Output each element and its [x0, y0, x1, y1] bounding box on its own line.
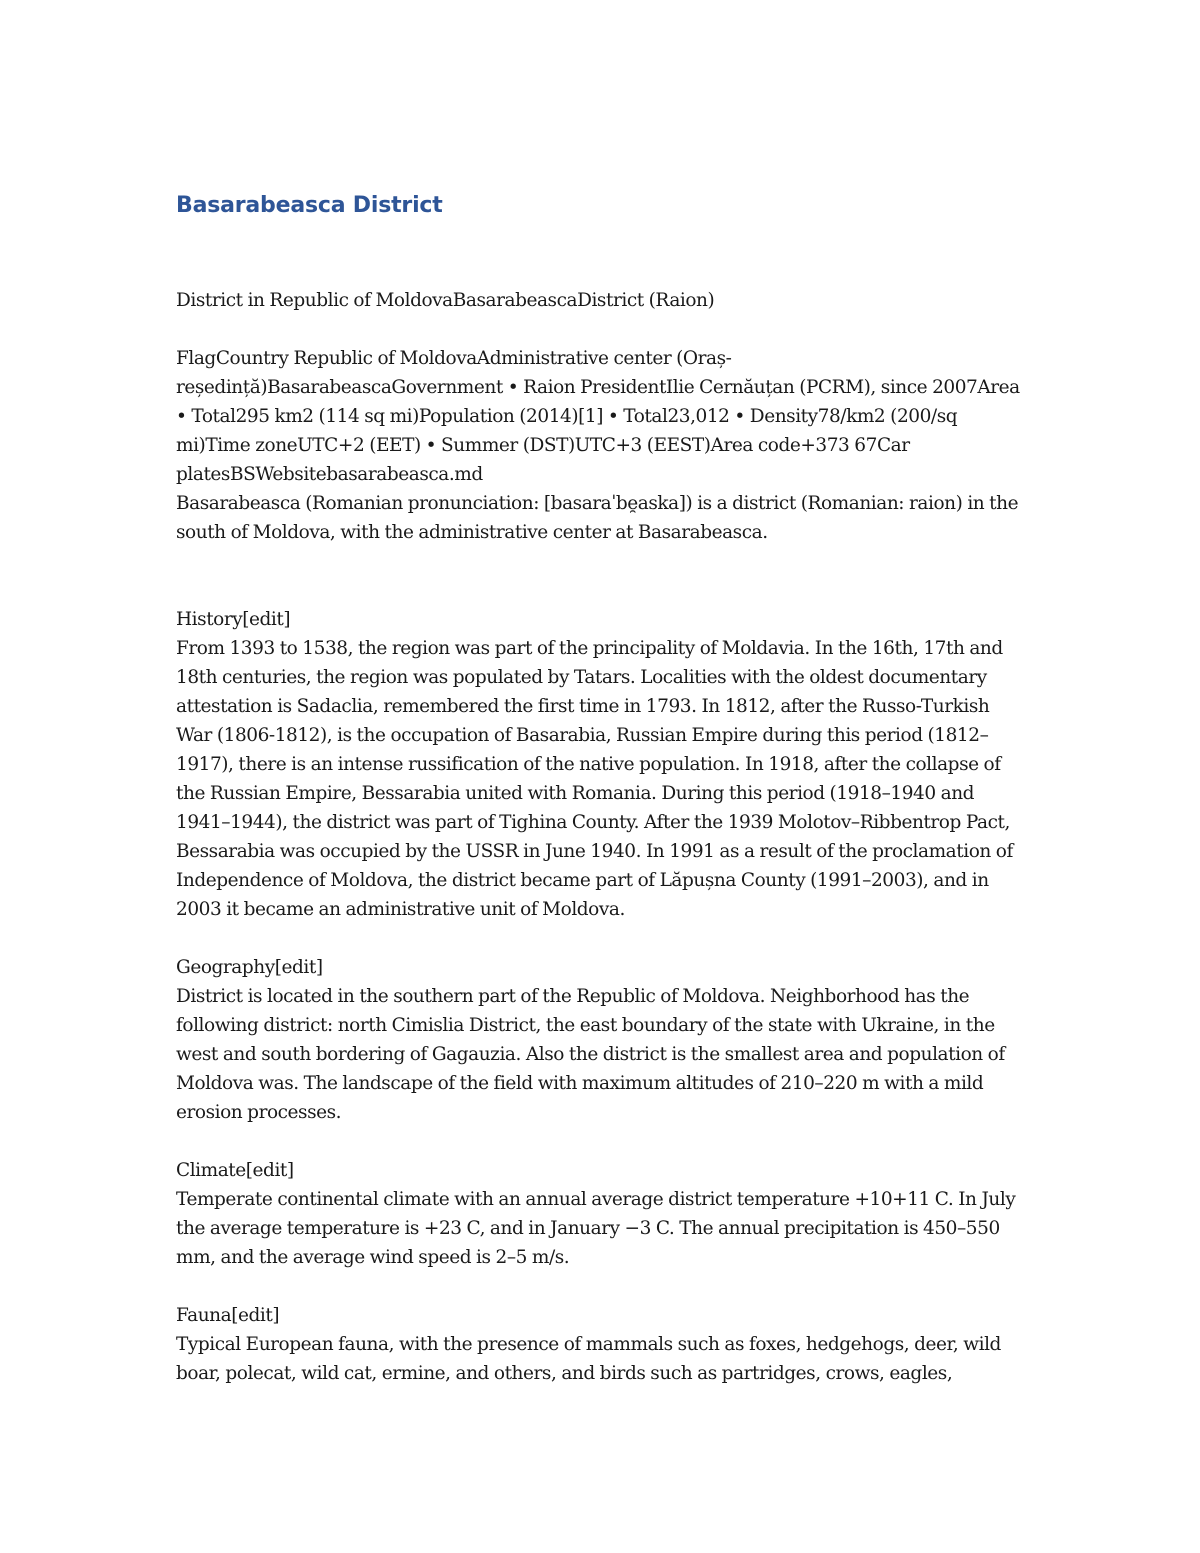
fauna-paragraph: Typical European fauna, with the presence of mammals such as foxes, hedgehogs, deer, wild boar, polecat, wild cat, ermine, and others, and birds such as partridges, crows, eagles, [176, 1334, 1001, 1384]
geography-paragraph: District is located in the southern part of the Republic of Moldova. Neighborhood has the following district: north Cimislia District, the east boundary of the state with Ukraine, in the west and south bordering of Gagauzia. Also the district is the smallest area and population of Moldova was. The landscape of the field with maximum altitudes of 210–220 m with a mild erosion processes. [176, 986, 1005, 1123]
infobox-text: FlagCountry Republic of MoldovaAdministrative center (Oraș-reședință)BasarabeascaGovernment • Raion PresidentIlie Cernăuțan (PCRM), since 2007Area • Total295 km2 (114 sq mi)Population (2014)[1] • Total23,012 • Density78/km2 (200/sq mi)Time zoneUTC+2 (EET) • Summer (DST)UTC+3 (EEST)Area code+373 67Car platesBSWebsitebasarabeasca.md [176, 348, 1020, 485]
intro-paragraph: Basarabeasca (Romanian pronunciation: [basaraˈbe̯aska]) is a district (Romanian: raion) in the south of Moldova, with the administrative center at Basarabeasca. [176, 493, 1019, 543]
spacer [176, 1272, 1028, 1301]
spacer [176, 315, 1028, 344]
geography-heading: Geography[edit] [176, 957, 323, 978]
spacer [176, 1127, 1028, 1156]
spacer [176, 547, 1028, 605]
document-title: Basarabeasca District [176, 193, 443, 218]
subtitle-line: District in Republic of MoldovaBasarabeascaDistrict (Raion) [176, 290, 715, 311]
document-body [176, 190, 1028, 1388]
history-heading: History[edit] [176, 609, 291, 630]
climate-paragraph: Temperate continental climate with an annual average district temperature +10+11 C. In July the average temperature is +23 C, and in January −3 C. The annual precipitation is 450–550 mm, and the average wind speed is 2–5 m/s. [176, 1189, 1016, 1268]
fauna-heading: Fauna[edit] [176, 1305, 280, 1326]
spacer [176, 924, 1028, 953]
history-paragraph: From 1393 to 1538, the region was part of the principality of Moldavia. In the 16th, 17th and 18th centuries, the region was populated by Tatars. Localities with the oldest documentary attestation is Sadaclia, remembered the first time in 1793. In 1812, after the Russo-Turkish War (1806-1812), is the occupation of Basarabia, Russian Empire during this period (1812–1917), there is an intense russification of the native population. In 1918, after the collapse of the Russian Empire, Bessarabia united with Romania. During this period (1918–1940 and 1941–1944), the district was part of Tighina County. After the 1939 Molotov–Ribbentrop Pact, Bessarabia was occupied by the USSR in June 1940. In 1991 as a result of the proclamation of Independence of Moldova, the district became part of Lăpușna County (1991–2003), and in 2003 it became an administrative unit of Moldova. [176, 638, 1013, 920]
climate-heading: Climate[edit] [176, 1160, 294, 1181]
